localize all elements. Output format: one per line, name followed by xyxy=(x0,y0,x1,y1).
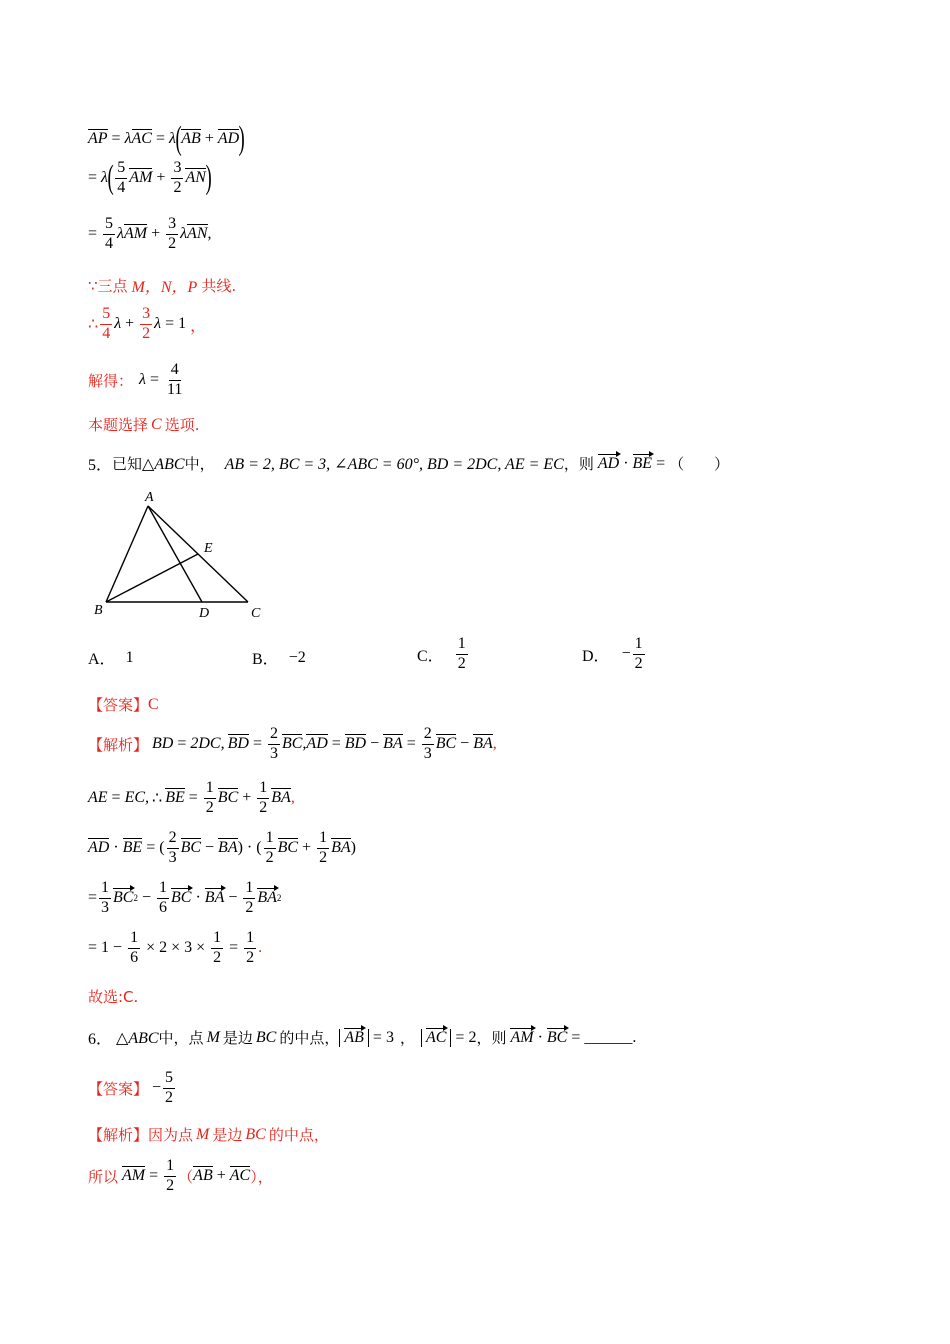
label-C: C xyxy=(251,606,261,621)
q6-text3: 的中点， xyxy=(279,1029,340,1047)
q5-analysis-3: AD · BE = ( $\frac{2}{3}$ BC − BA ) · ( $\frac{1}{2}$ BC + $\frac{1}{2}$ BA ) xyxy=(88,829,356,866)
q6-mid-text2: 的中点， xyxy=(268,1126,329,1144)
q6-blank[interactable]: ______. xyxy=(584,1028,637,1046)
triangle-figure xyxy=(88,486,278,626)
option-d-den: 2 xyxy=(634,654,643,672)
q6-ac-value: 2 xyxy=(468,1028,477,1046)
option-c-label: C． xyxy=(417,647,444,665)
q6-so: 所以 xyxy=(88,1167,119,1186)
option-a-label: A． xyxy=(88,651,116,668)
q5-answer-tag: 【答案】 xyxy=(88,696,149,714)
q6-text1: 中，点 xyxy=(158,1029,204,1047)
q5-then: ，则 xyxy=(563,455,594,473)
eq-ap: AP = λ AC = λ ( AB + AD ) xyxy=(88,120,245,157)
q5-analysis-4: = $\frac{1}{3}$ BC 2 − $\frac{1}{6}$ BC · BA − $\frac{1}{2}$ BA 2 xyxy=(88,879,282,916)
q5-stem: 5． 已知 △ABC 中， AB = 2, BC = 3, ∠ABC = 60°, BD = 2DC, AE = EC ，则 AD · BE = （ ） xyxy=(88,452,729,475)
q6-analysis-1 xyxy=(88,1124,329,1145)
option-d-num: 1 xyxy=(633,636,645,655)
q5-triangle: △ABC xyxy=(142,455,185,473)
q5-answer-value: C xyxy=(148,695,159,713)
q6-M: M xyxy=(206,1028,220,1046)
q5-number: 5． xyxy=(88,457,113,474)
q5-known: 已知 xyxy=(112,455,143,473)
option-d-label: D． xyxy=(582,647,610,665)
q6-BC: BC xyxy=(255,1028,277,1046)
option-c[interactable] xyxy=(417,636,470,673)
choose-pre: 本题选择 xyxy=(88,416,149,434)
q6-answer xyxy=(88,1070,177,1107)
choose-opt: C xyxy=(151,415,162,433)
q5-answer xyxy=(88,694,159,715)
q6-analysis-BC: BC xyxy=(245,1125,266,1143)
solve-label: 解得： xyxy=(88,371,134,390)
q5-conditions: AB = 2, BC = 3, ∠ABC = 60°, BD = 2DC, AE = EC xyxy=(224,455,564,473)
option-a-value: 1 xyxy=(125,648,134,666)
option-b[interactable] xyxy=(252,646,306,669)
collinear-text: 共线. xyxy=(201,277,237,295)
q5-analysis-2: AE = EC, ∴ BE = $\frac{1}{2}$ BC + $\frac{1}{2}$ BA , xyxy=(88,779,295,816)
q6-number: 6． xyxy=(88,1031,113,1048)
option-b-label: B． xyxy=(252,651,279,668)
option-a[interactable] xyxy=(88,646,134,669)
q5-final-text: 故选:C. xyxy=(88,988,139,1006)
label-B: B xyxy=(94,603,103,618)
q6-analysis-2: 所以 AM = $\frac{1}{2}$ （ AB + AC ）， xyxy=(88,1157,273,1194)
segment-ab xyxy=(106,506,148,602)
q5-paren: （ ） xyxy=(669,455,730,473)
option-d-sign: − xyxy=(621,645,631,663)
q6-answer-tag: 【答案】 xyxy=(88,1079,149,1098)
q6-text2: 是边 xyxy=(222,1029,253,1047)
q6-analysis-tag: 【解析】 xyxy=(88,1126,149,1144)
q6-answer-sign: − xyxy=(152,1079,162,1097)
q5-final xyxy=(88,986,138,1007)
points-text: M，N，P xyxy=(131,279,198,296)
q5-analysis-tag: 【解析】 xyxy=(88,735,149,754)
q5-analysis-5: = 1 − $\frac{1}{6}$ × 2 × 3 × $\frac{1}{2}$ = $\frac{1}{2}$ . xyxy=(88,929,263,966)
q6-answer-den: 2 xyxy=(165,1088,174,1106)
q5-analysis-1: 【解析】 BD = 2DC, BD = $\frac{2}{3}$ BC , AD = BD − BA = $\frac{2}{3}$ BC − BA , xyxy=(88,725,497,762)
therefore-eq: ∴ $\frac{5}{4}$ λ + $\frac{3}{2}$ λ = 1 ， xyxy=(88,305,207,342)
q6-stem: 6． △ABC 中，点 M 是边 BC 的中点， AB = 3 ， AC = 2 ，则 AM · BC = ______. xyxy=(88,1026,636,1049)
option-c-num: 1 xyxy=(456,636,468,655)
q6-mid-text: 是边 xyxy=(212,1126,243,1144)
q6-then: ，则 xyxy=(476,1029,507,1047)
option-b-value: −2 xyxy=(288,648,306,666)
q6-because: 因为点 xyxy=(148,1126,194,1144)
segment-be xyxy=(106,554,198,602)
segment-ad xyxy=(148,506,202,602)
lambda-num: 4 xyxy=(169,362,181,381)
option-c-den: 2 xyxy=(457,654,466,672)
choose-post: 选项. xyxy=(164,416,200,434)
solve-line: 解得： λ = $\frac{4}{11}$ xyxy=(88,361,183,398)
label-D: D xyxy=(199,606,210,621)
label-E: E xyxy=(204,541,213,556)
option-d[interactable] xyxy=(582,636,647,673)
choose-line xyxy=(88,414,199,435)
therefore-symbol: ∴ xyxy=(88,316,99,334)
q6-triangle: △ABC xyxy=(116,1029,159,1047)
because-text: ∵三点 xyxy=(88,277,128,295)
lambda-den: 11 xyxy=(166,380,183,398)
q5-in: 中， xyxy=(184,455,215,473)
label-A: A xyxy=(145,490,154,505)
q6-answer-num: 5 xyxy=(163,1070,175,1089)
collinear-note xyxy=(88,274,236,297)
q6-analysis-M: M xyxy=(196,1125,210,1143)
eq-lambda-expand: = λ ( $\frac{5}{4}$ AM + $\frac{3}{2}$ AN ) xyxy=(88,159,212,197)
q6-ab-value: 3 xyxy=(385,1028,394,1046)
eq-lambda-sum: = $\frac{5}{4}$ λ AM + $\frac{3}{2}$ λ AN , xyxy=(88,215,212,252)
